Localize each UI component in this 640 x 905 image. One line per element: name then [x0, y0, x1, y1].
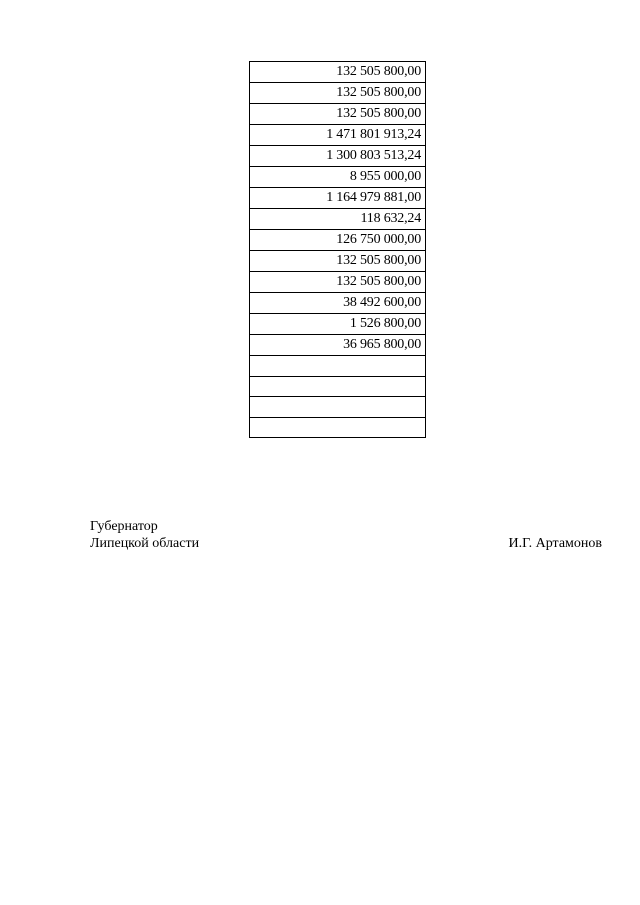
table-row	[250, 167, 426, 188]
amount-cell: 132 505 800,00	[250, 83, 426, 104]
amount-cell: 1 164 979 881,00	[250, 188, 426, 209]
amount-cell: 132 505 800,00	[250, 62, 426, 83]
amount-cell: 1 526 800,00	[250, 314, 426, 335]
amount-cell	[250, 397, 426, 418]
signature-block	[90, 518, 602, 552]
table-row	[250, 251, 426, 272]
amount-cell: 1 300 803 513,24	[250, 146, 426, 167]
signer-position-line2: Липецкой области	[90, 536, 200, 551]
amount-cell: 1 471 801 913,24	[250, 125, 426, 146]
table-row	[250, 293, 426, 314]
table-row	[250, 397, 426, 418]
signer-position-line1: Губернатор	[90, 519, 158, 534]
signer-name: И.Г. Артамонов	[508, 536, 602, 551]
table-row	[250, 209, 426, 230]
amount-cell: 8 955 000,00	[250, 167, 426, 188]
amounts-table-body	[250, 62, 426, 438]
table-row	[250, 335, 426, 356]
amount-cell: 36 965 800,00	[250, 335, 426, 356]
table-row	[250, 417, 426, 438]
table-row	[250, 188, 426, 209]
signature-row	[90, 535, 602, 552]
table-row	[250, 83, 426, 104]
table-row	[250, 230, 426, 251]
table-row	[250, 62, 426, 83]
table-row	[250, 104, 426, 125]
amount-cell: 118 632,24	[250, 209, 426, 230]
table-row	[250, 146, 426, 167]
amount-cell	[250, 376, 426, 397]
amount-cell: 38 492 600,00	[250, 293, 426, 314]
amount-cell: 132 505 800,00	[250, 251, 426, 272]
table-row	[250, 272, 426, 293]
table-row	[250, 125, 426, 146]
table-row	[250, 314, 426, 335]
amounts-table	[249, 61, 426, 438]
amount-cell: 132 505 800,00	[250, 104, 426, 125]
table-row	[250, 376, 426, 397]
amount-cell: 126 750 000,00	[250, 230, 426, 251]
table-row	[250, 356, 426, 377]
amount-cell	[250, 356, 426, 377]
amount-cell: 132 505 800,00	[250, 272, 426, 293]
amount-cell	[250, 417, 426, 438]
